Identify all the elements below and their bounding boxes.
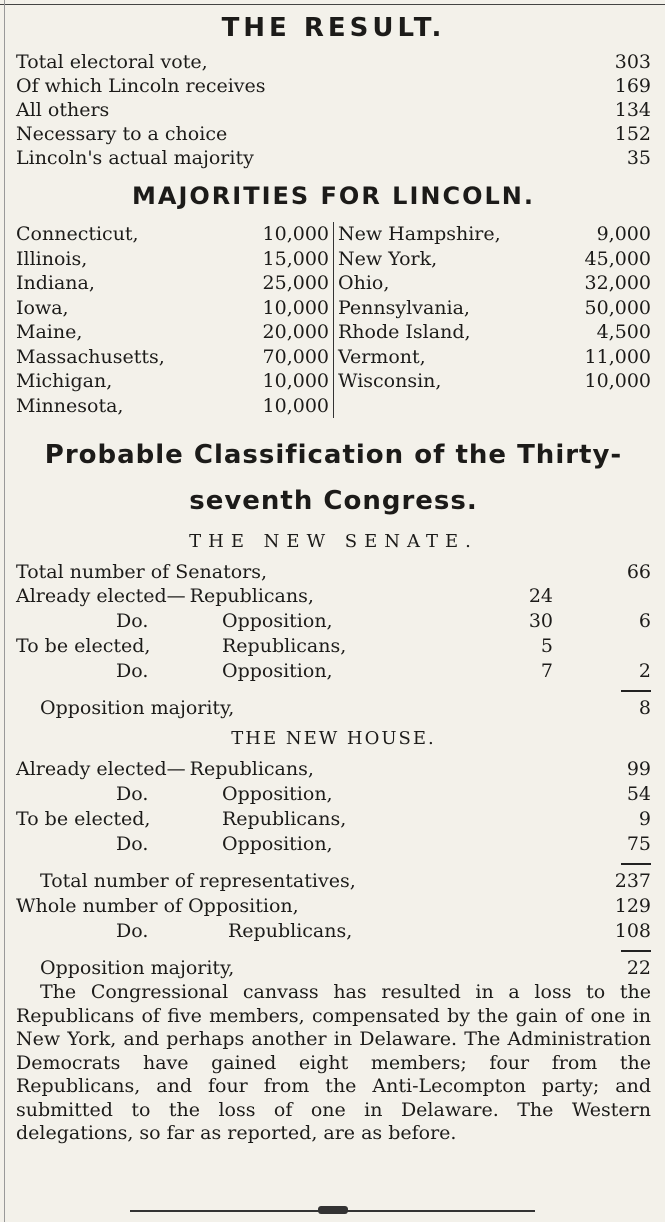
result-row: [16, 74, 651, 98]
state-name: Indiana,: [16, 272, 95, 294]
majority-value: 10,000: [262, 223, 329, 245]
house-majority-value: 22: [626, 957, 651, 979]
majority-row: [16, 369, 329, 394]
senate-row-party: Republicans,: [222, 635, 347, 657]
majority-value: 11,000: [584, 345, 651, 368]
majority-value: 20,000: [262, 321, 329, 343]
senate-row: [16, 609, 651, 634]
majority-value: 45,000: [584, 247, 651, 270]
senate-row-party: Republicans,: [189, 585, 314, 607]
state-name: Ohio,: [338, 272, 390, 294]
majority-value: 15,000: [262, 247, 329, 270]
house-whole-opp-label: Whole number of Opposition,: [16, 895, 299, 917]
house-row-label: Already elected—: [16, 758, 186, 780]
senate-row: [16, 659, 651, 684]
result-label: Of which Lincoln receives: [16, 75, 266, 97]
result-table: [16, 50, 651, 170]
majority-row: [338, 271, 651, 296]
senate-row-count: 24: [528, 585, 553, 607]
house-total-rep-row: [16, 869, 651, 894]
house-whole-opp-row: [16, 894, 651, 919]
house-do-rep-label: Republicans,: [228, 920, 353, 942]
house-row-party: Republicans,: [222, 808, 347, 830]
majority-row: [16, 296, 329, 321]
majority-value: 70,000: [262, 345, 329, 368]
state-name: Minnesota,: [16, 394, 124, 417]
majorities-right-column: [334, 222, 651, 418]
summary-paragraph: The Congressional canvass has resulted in a loss to the Republicans of five members, compensated by the gain of one in New York, and perhaps another in Delaware. The Administration Democrats have gained eight members; four from the Republicans, and four from the Anti-Lecompton party; and submitted to the loss of one in Delaware. The Western delegations, so far as reported, are as before.: [16, 981, 651, 1144]
majority-row: [16, 222, 329, 247]
state-name: Maine,: [16, 321, 83, 343]
state-name: Wisconsin,: [338, 370, 442, 392]
senate-total-value: 66: [626, 561, 651, 583]
majority-row: [16, 247, 329, 272]
senate-row-difference: 2: [638, 660, 651, 682]
house-title: THE NEW HOUSE.: [231, 728, 436, 749]
result-value: 169: [614, 75, 651, 97]
senate-total-row: [16, 560, 651, 584]
result-value: 152: [614, 123, 651, 145]
majority-row: [338, 345, 651, 370]
result-value: 134: [614, 99, 651, 121]
state-name: Vermont,: [338, 345, 426, 368]
house-row-count: 75: [626, 833, 651, 855]
house-majority-row: [16, 956, 651, 981]
house-row-party: Republicans,: [189, 758, 314, 780]
senate-row-count: 7: [540, 660, 553, 682]
house-majority-label: Opposition majority,: [40, 957, 235, 979]
state-name: Iowa,: [16, 296, 69, 319]
state-name: Connecticut,: [16, 223, 139, 245]
house-do-rep-row: [16, 919, 651, 944]
majority-value: 25,000: [262, 272, 329, 294]
house-row-label: Do.: [116, 783, 149, 805]
house-majority-rule: [16, 944, 651, 956]
senate-majority-label: Opposition majority,: [40, 697, 235, 719]
result-label: All others: [16, 99, 110, 121]
house-row: [16, 782, 651, 807]
majority-value: 32,000: [584, 272, 651, 294]
senate-row: [16, 634, 651, 659]
senate-row-difference: [553, 584, 651, 609]
result-value: 35: [626, 147, 651, 169]
senate-row-difference: 6: [638, 610, 651, 632]
house-row-count: 54: [626, 783, 651, 805]
result-title: THE RESULT.: [221, 13, 446, 43]
house-do-rep-value: 108: [614, 920, 651, 942]
senate-row-label: Already elected—: [16, 585, 186, 607]
congress-title-line-1: Probable Classification of the Thirty-: [44, 440, 623, 470]
senate-row-label: Do.: [116, 660, 149, 682]
house-row: [16, 757, 651, 782]
house-row: [16, 807, 651, 832]
result-row: [16, 50, 651, 74]
house-row: [16, 832, 651, 857]
senate-title: THE NEW SENATE.: [189, 531, 478, 552]
majority-value: 50,000: [584, 296, 651, 319]
senate-total-label: Total number of Senators,: [16, 561, 268, 583]
congress-title-line-2: seventh Congress.: [189, 486, 478, 516]
house-do-label: Do.: [116, 920, 149, 942]
result-row: [16, 98, 651, 122]
majorities-left-column: [16, 222, 334, 418]
state-name: New York,: [338, 247, 438, 270]
result-value: 303: [614, 51, 651, 73]
result-row: [16, 146, 651, 170]
senate-sum-rule: [16, 684, 651, 696]
majority-row: [338, 247, 651, 272]
left-column-edge: [4, 0, 5, 1222]
senate-majority-value: 8: [638, 697, 651, 719]
house-row-count: 9: [638, 808, 651, 830]
result-label: Total electoral vote,: [16, 51, 208, 73]
majority-row: [338, 296, 651, 321]
senate-row-difference: [553, 634, 651, 659]
result-row: [16, 122, 651, 146]
state-name: Massachusetts,: [16, 345, 165, 368]
top-rule: [0, 0, 665, 5]
state-name: Illinois,: [16, 247, 88, 270]
majority-value: 10,000: [262, 296, 329, 319]
house-total-rep-label: Total number of representatives,: [40, 870, 356, 892]
house-row-party: Opposition,: [222, 783, 333, 805]
majority-row: [16, 271, 329, 296]
senate-majority-row: [16, 696, 651, 721]
senate-row-count: 5: [540, 635, 553, 657]
majority-value: 10,000: [262, 394, 329, 417]
house-row-label: To be elected,: [16, 808, 151, 830]
majority-value: 10,000: [262, 370, 329, 392]
state-name: Rhode Island,: [338, 321, 471, 343]
majority-row: [16, 394, 329, 419]
bottom-ornament-rule: [130, 1210, 535, 1220]
house-sum-rule: [16, 857, 651, 869]
senate-row-party: Opposition,: [222, 660, 333, 682]
state-name: Pennsylvania,: [338, 296, 470, 319]
result-label: Necessary to a choice: [16, 123, 228, 145]
majority-value: 9,000: [596, 223, 651, 245]
house-row-label: Do.: [116, 833, 149, 855]
house-row-count: 99: [626, 758, 651, 780]
majority-row: [338, 222, 651, 247]
senate-row: [16, 584, 651, 609]
majority-row: [16, 345, 329, 370]
majorities-table: [16, 222, 651, 418]
majority-row: [338, 320, 651, 345]
senate-row-party: Opposition,: [222, 610, 333, 632]
result-label: Lincoln's actual majority: [16, 147, 254, 169]
majority-row: [338, 369, 651, 394]
house-whole-opp-value: 129: [614, 895, 651, 917]
state-name: Michigan,: [16, 370, 113, 392]
senate-row-label: To be elected,: [16, 635, 151, 657]
senate-row-label: Do.: [116, 610, 149, 632]
majority-value: 4,500: [596, 321, 651, 343]
majorities-title: MAJORITIES FOR LINCOLN.: [132, 182, 535, 210]
majority-value: 10,000: [584, 370, 651, 392]
house-total-rep-value: 237: [614, 870, 651, 892]
house-row-party: Opposition,: [222, 833, 333, 855]
senate-row-count: 30: [528, 610, 553, 632]
state-name: New Hampshire,: [338, 223, 501, 245]
majority-row: [16, 320, 329, 345]
